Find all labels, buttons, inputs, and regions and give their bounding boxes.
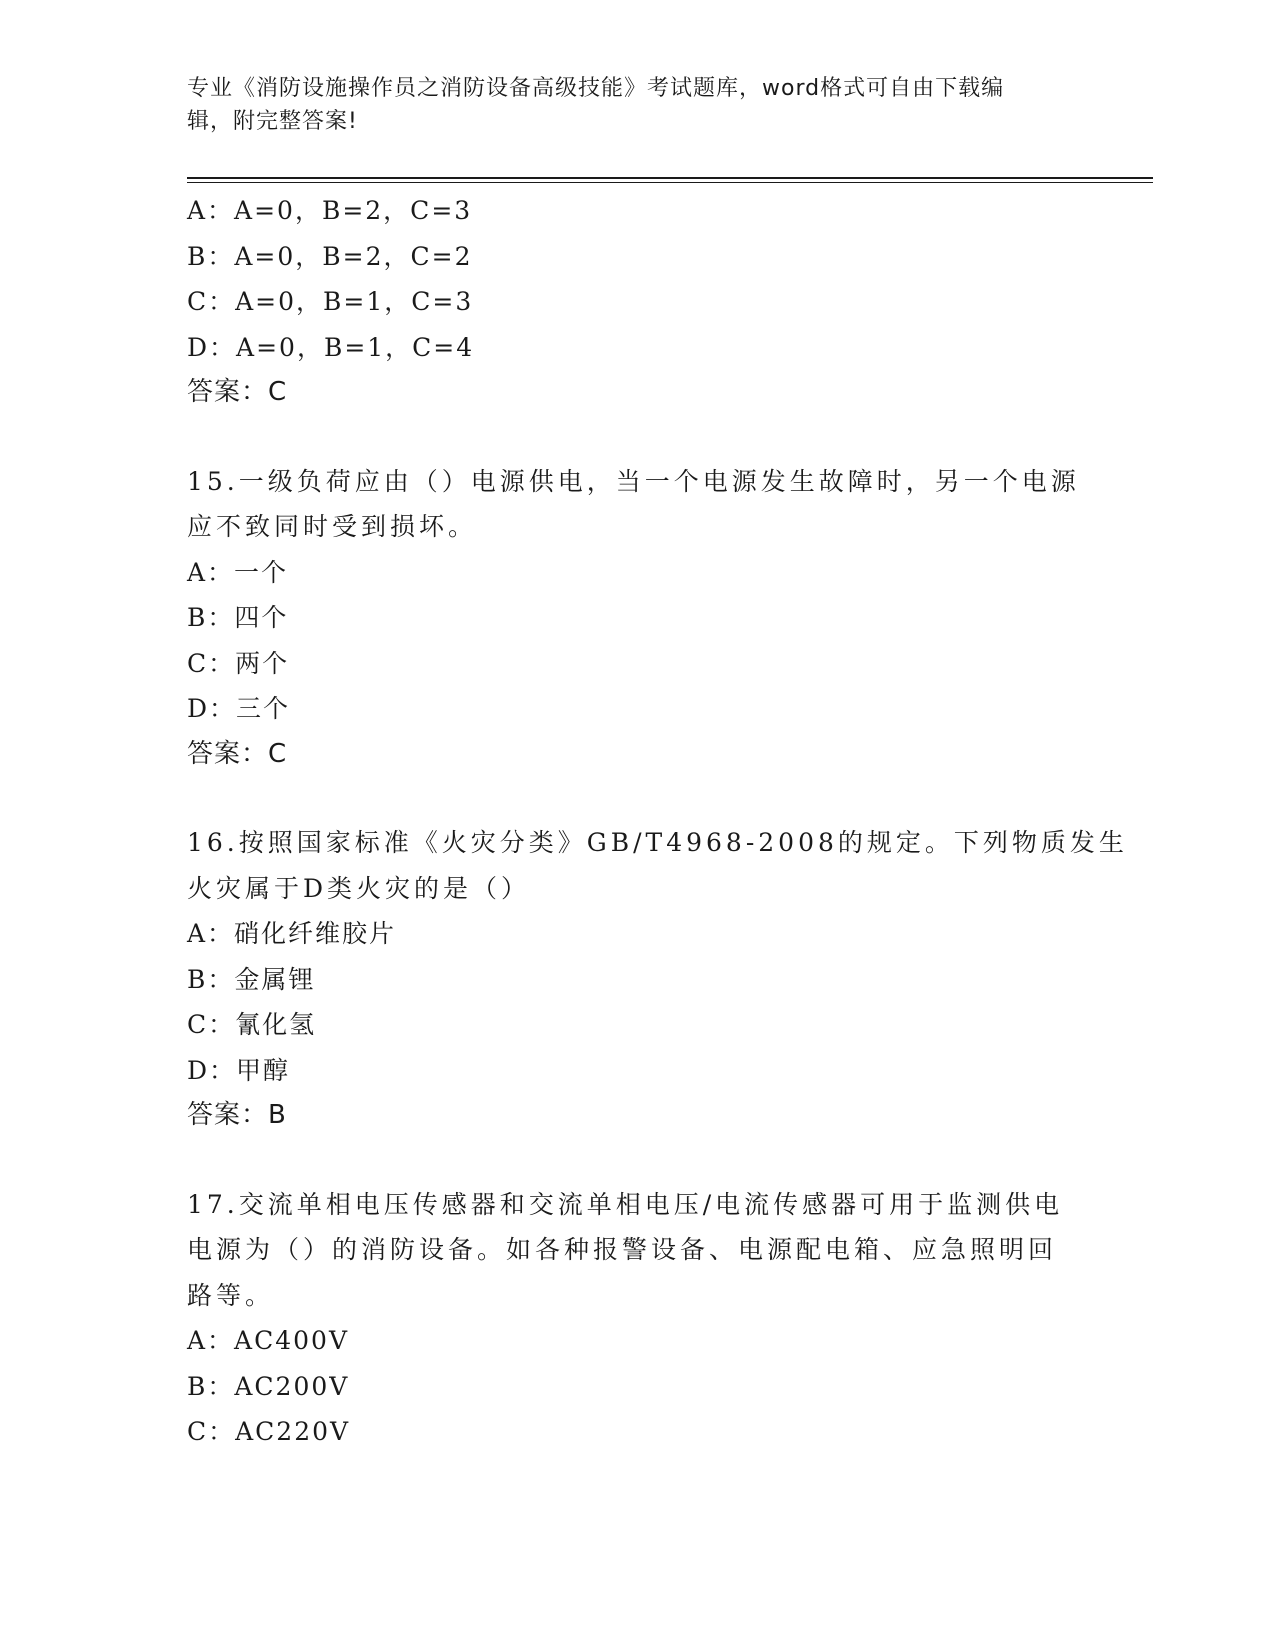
question-15: [187, 459, 1087, 778]
spacer: [187, 1139, 1087, 1182]
question-text-line: 16.按照国家标准《火灾分类》GB/T4968-2008的规定。下列物质发生: [187, 828, 1128, 857]
option-b: B：金属锂: [187, 964, 316, 994]
answer: 答案：C: [187, 377, 288, 407]
question-text-line: 17.交流单相电压传感器和交流单相电压/电流传感器可用于监测供电: [187, 1189, 1064, 1219]
option-c: C：氰化氢: [187, 1010, 317, 1039]
question-text-line: 电源为（）的消防设备。如各种报警设备、电源配电箱、应急照明回: [187, 1235, 1058, 1264]
option-a: A：AC400V: [187, 1326, 350, 1355]
option-d: D：三个: [187, 694, 291, 723]
option-b: B：A=0，B=2，C=2: [187, 241, 473, 271]
question-16: [187, 820, 1128, 1139]
option-a: A：一个: [187, 557, 289, 587]
header-line-1: 专业《消防设施操作员之消防设备高级技能》考试题库，word格式可自由下载编: [187, 76, 1005, 101]
answer: 答案：B: [187, 1100, 287, 1130]
question-text-line: 火灾属于D类火灾的是（）: [187, 873, 531, 903]
option-b: B：AC200V: [187, 1371, 350, 1401]
option-c: C：AC220V: [187, 1417, 351, 1446]
spacer: [187, 416, 1087, 459]
option-c: C：两个: [187, 648, 290, 678]
question-17: [187, 1182, 1087, 1455]
question-content: [187, 188, 1128, 1455]
option-c: C：A=0，B=1，C=3: [187, 287, 474, 316]
option-d: D：甲醇: [187, 1055, 291, 1085]
prev-question: [187, 188, 1087, 416]
spacer: [187, 777, 1087, 820]
question-text-line: 路等。: [187, 1280, 275, 1310]
option-a: A：A=0，B=2，C=3: [187, 196, 473, 225]
header-line-2: 辑，附完整答案!: [187, 109, 358, 134]
question-text-line: 应不致同时受到损坏。: [187, 512, 478, 541]
question-text-line: 15.一级负荷应由（）电源供电，当一个电源发生故障时，另一个电源: [187, 466, 1080, 496]
header-divider-thick: [187, 177, 1153, 179]
header-divider-thin: [187, 182, 1153, 183]
option-b: B：四个: [187, 603, 289, 632]
answer: 答案：C: [187, 738, 288, 769]
option-d: D：A=0，B=1，C=4: [187, 332, 475, 362]
document-header: [187, 72, 1067, 138]
option-a: A：硝化纤维胶片: [187, 919, 397, 948]
